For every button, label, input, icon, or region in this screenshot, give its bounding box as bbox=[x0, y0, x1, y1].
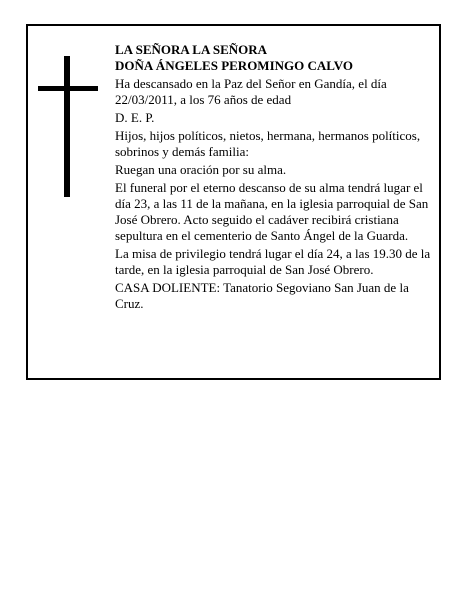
cross-vertical-bar bbox=[64, 56, 70, 197]
deceased-name: DOÑA ÁNGELES PEROMINGO CALVO bbox=[115, 58, 353, 73]
mass-details: La misa de privilegio tendrá lugar el día 24, a las 19.30 de la tarde, en la iglesia parroquial de San José Obrero. bbox=[115, 246, 431, 277]
cross-icon bbox=[38, 56, 98, 197]
prayer-request: Ruegan una oración por su alma. bbox=[115, 162, 287, 177]
funeral-home: CASA DOLIENTE: Tanatorio Segoviano San Juan de la Cruz. bbox=[115, 280, 409, 311]
funeral-details: El funeral por el eterno descanso de su alma tendrá lugar el día 23, a las 11 de la mañana, en la iglesia parroquial de San José Obrero. Acto seguido el cadáver recibirá cristiana sepultura en el cementerio de Santo Ángel de la Guarda. bbox=[115, 180, 429, 243]
rest-in-peace: D. E. P. bbox=[115, 110, 155, 125]
death-announcement: Ha descansado en la Paz del Señor en Gandía, el día 22/03/2011, a los 76 años de edad bbox=[115, 76, 387, 107]
notice-text bbox=[115, 42, 435, 314]
cross-horizontal-bar bbox=[38, 86, 98, 91]
obituary-notice bbox=[26, 24, 441, 380]
family-list: Hijos, hijos políticos, nietos, hermana, hermanos políticos, sobrinos y demás familia: bbox=[115, 128, 421, 159]
title-line-1: LA SEÑORA LA SEÑORA bbox=[115, 42, 268, 57]
